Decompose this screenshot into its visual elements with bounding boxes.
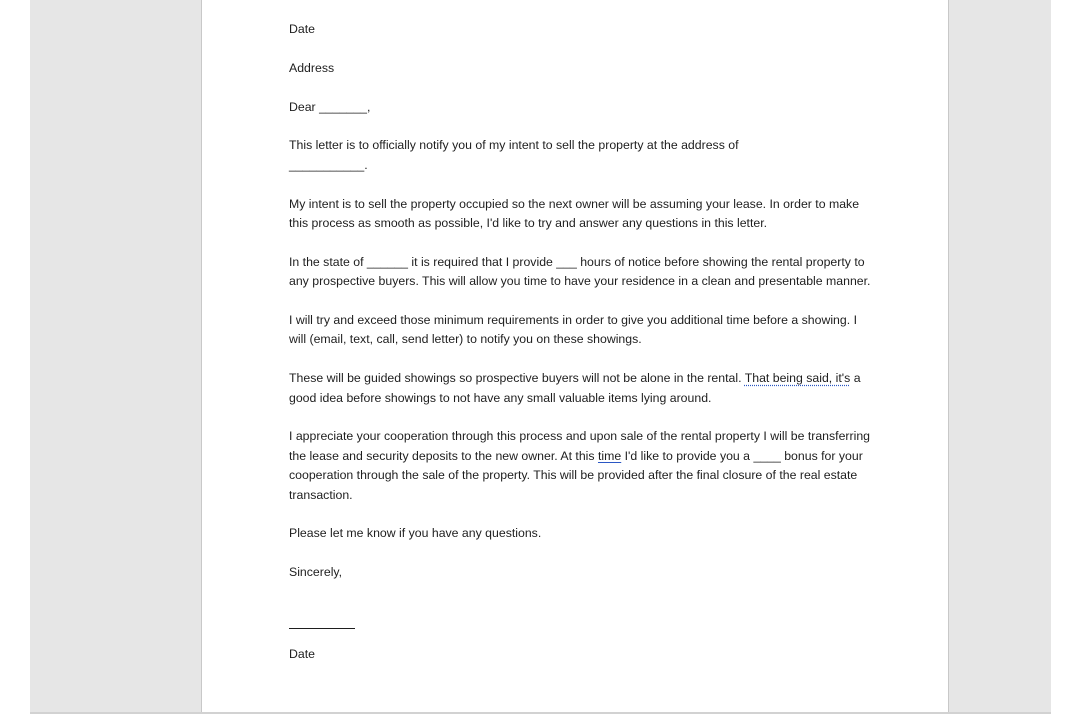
paragraph-questions: Please let me know if you have any questions. (289, 526, 542, 541)
document-workspace[interactable] (30, 0, 1051, 713)
paragraph-showings (289, 369, 875, 408)
signature-block (289, 602, 875, 635)
paragraph-lease: My intent is to sell the property occupied so the next owner will be assuming your lease. In order to make this process as smooth as possible, I'd like to try and answer any questions in this letter. (289, 196, 860, 230)
date-line: Date (289, 22, 315, 36)
paragraph-showings-text: These will be guided showings so prospective buyers will not be alone in the rental. (289, 371, 745, 386)
paragraph-cooperation (289, 427, 875, 505)
paragraph-intent (289, 136, 875, 175)
paragraph-showings-text-end: a good idea before showings to not have any small valuable items lying around. (289, 371, 861, 405)
paragraph-cooperation-text: I appreciate your cooperation through this process and upon sale of the rental property I will be transferring the lease and security deposits to the new owner. At this (289, 429, 871, 463)
spelling-flag[interactable]: time (597, 448, 622, 463)
signature-date: Date (289, 647, 315, 662)
signature-line (289, 618, 355, 629)
paragraph-notice: In the state of ______ it is required that I provide ___ hours of notice before showing the rental property to any prospective buyers. This will allow you time to have your residence in a clean and presentable manner. (289, 254, 871, 289)
paragraph-intent-line1: This letter is to officially notify you of my intent to sell the property at the address of (289, 138, 739, 153)
workspace-bottom-edge (30, 712, 1051, 714)
letter-body[interactable] (289, 20, 875, 684)
document-page[interactable] (201, 0, 949, 712)
paragraph-requirements: I will try and exceed those minimum requirements in order to give you additional time before a showing. I will (email, text, call, send letter) to notify you on these showings. (289, 313, 857, 347)
paragraph-cooperation-text-end: I'd like to provide you a ____ bonus for your cooperation through the sale of the property. This will be provided after the final closure of the real estate transaction. (289, 448, 863, 502)
grammar-flag[interactable]: That being said, it's (744, 371, 851, 386)
paragraph-intent-blank: ___________. (289, 157, 368, 172)
address-line: Address (289, 60, 335, 75)
closing: Sincerely, (289, 565, 343, 580)
salutation: Dear _______, (289, 99, 371, 114)
